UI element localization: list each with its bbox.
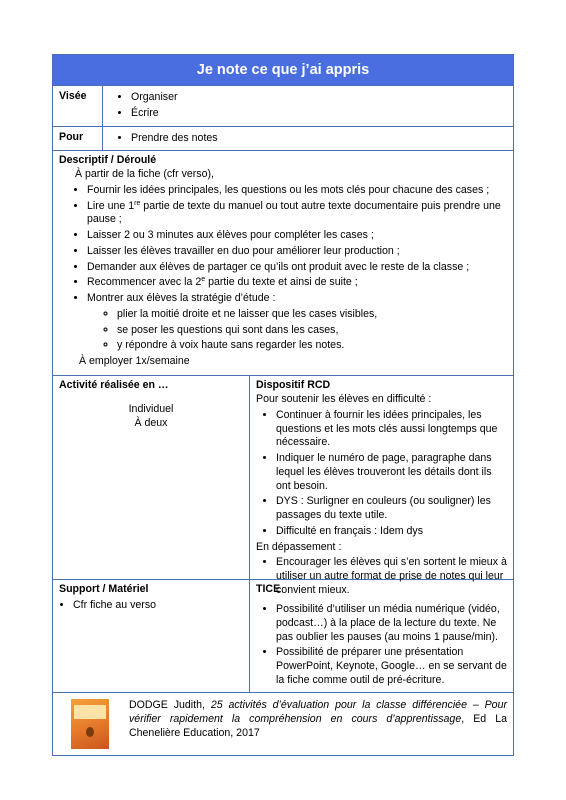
list-item: • Indiquer le numéro de page, paragraphe dans lequel les élèves trouveront les détails dont ils ont besoin. (276, 452, 507, 493)
list-item: • Écrire (131, 107, 507, 121)
support-list (59, 599, 243, 613)
list-item (87, 292, 507, 353)
descriptif-section (53, 150, 513, 375)
support-cell (53, 580, 250, 692)
list-item: • Cfr fiche au verso (73, 599, 243, 613)
book-cover-image (71, 699, 109, 749)
list-item: ◦ y répondre à voix haute sans regarder les notes. (117, 339, 507, 353)
strategy-substeps (87, 308, 507, 353)
tice-cell (250, 580, 513, 692)
rcd-depassement-intro: En dépassement : (256, 540, 342, 553)
list-item: • DYS : Surligner en couleurs (ou souligner) les passages du texte utile. (276, 495, 507, 523)
list-item: • Possibilité d’utiliser un média numérique (vidéo, podcast…) à la place de la lecture du texte. Ne pas oublier les pauses (au moins 1 pause/min). (276, 603, 507, 644)
visee-row (53, 85, 513, 126)
list-item: • Lire une 1re partie de texte du manuel ou tout autre texte documentaire puis prendre une pause ; (87, 200, 507, 228)
list-item: • Organiser (131, 91, 507, 105)
list-item: • Encourager les élèves qui s’en sortent le mieux à utiliser un autre format de prise de notes qui leur convient mieux. (276, 556, 507, 597)
activity-mode: À deux (134, 416, 168, 429)
pour-label: Pour (53, 127, 103, 151)
descriptif-intro: À partir de la fiche (cfr verso), (75, 168, 214, 181)
visee-list (109, 91, 507, 121)
lesson-sheet (52, 54, 514, 756)
reference-text (129, 699, 507, 749)
reference-publisher: , Ed La Chenelière Education, 2017 (129, 713, 507, 739)
sheet-title: Je note ce que j’ai appris (53, 55, 513, 85)
rcd-difficulty-intro: Pour soutenir les élèves en difficulté : (256, 393, 432, 406)
support-tice-row (53, 579, 513, 692)
list-item: ◦ se poser les questions qui sont dans les cases, (117, 324, 507, 338)
descriptif-footer: À employer 1x/semaine (79, 355, 190, 368)
list-item: • Recommencer avec la 2e partie du texte et ainsi de suite ; (87, 276, 507, 290)
support-title: Support / Matériel (59, 583, 149, 596)
list-item: • Possibilité de préparer une présentation PowerPoint, Keynote, Google… en se servant de la fiche comme outil de pré-écriture. (276, 646, 507, 687)
list-item: • Laisser les élèves travailler en duo pour améliorer leur production ; (87, 245, 507, 259)
rcd-title: Dispositif RCD (256, 379, 331, 392)
list-item: • Difficulté en français : Idem dys (276, 525, 507, 539)
list-item: • Fournir les idées principales, les questions ou les mots clés pour chacune des cases ; (87, 184, 507, 198)
activity-title: Activité réalisée en … (59, 379, 169, 392)
list-item-text: Montrer aux élèves la stratégie d’étude : (87, 292, 276, 305)
activity-mode: Individuel (128, 403, 174, 416)
list-item: • Prendre des notes (131, 132, 507, 146)
activity-cell (53, 376, 250, 579)
tice-list (256, 603, 507, 688)
activity-modes (59, 403, 243, 431)
visee-label: Visée (53, 86, 103, 126)
pour-list (109, 132, 507, 146)
list-item: • Continuer à fournir les idées principales, les questions et les mots clés aussi longtemps que nécessaire. (276, 409, 507, 450)
descriptif-steps (59, 184, 507, 353)
descriptif-title: Descriptif / Déroulé (59, 154, 157, 167)
reference-row (53, 692, 513, 755)
rcd-difficulty-list (256, 409, 507, 539)
list-item: • Demander aux élèves de partager ce qu’ils ont produit avec le reste de la classe ; (87, 261, 507, 275)
reference-author: DODGE Judith, (129, 699, 211, 712)
reference-book-title: 25 activités d’évaluation pour la classe différenciée – Pour vérifier rapidement la compréhension en cours d’apprentissage (129, 699, 507, 726)
tice-title: TICE (256, 583, 281, 596)
pour-row (53, 126, 513, 151)
list-item: ◦ plier la moitié droite et ne laisser que les cases visibles, (117, 308, 507, 322)
list-item: • Laisser 2 ou 3 minutes aux élèves pour compléter les cases ; (87, 229, 507, 243)
